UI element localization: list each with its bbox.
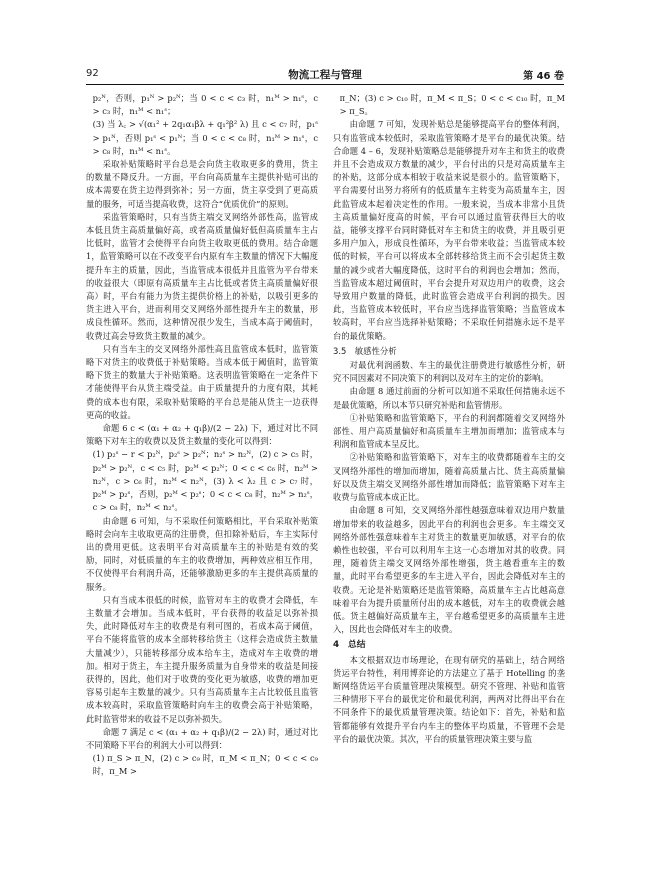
paragraph: 只有当车主的交叉网络外部性高且监管成本低时，监管策略下对货主的收费低于补贴策略。当成本低于阈值时，监管策略下货主的数量大于补贴策略。这表明监管策略在一定条件下才能使得平台从货主端受益。由于质量提升的力度有限，其耗费的成本也有限，采取补贴策略的平台总是能从货主一边获得更高的收益。 <box>86 343 318 420</box>
paragraph: 由命题 6 可知，与不采取任何策略相比，平台采取补贴策略时会向车主收取更高的注册费，但扣除补贴后，车主实际付出的费用更低。这表明平台对高质量车主的补贴是有效的奖励，同时，对低质量的车主的收费增加，两种效应相互作用，不仅使得平台利润升高，还能够激励更多的车主提供高质量的服务。 <box>86 515 318 592</box>
formula-line: (1) p₂ˢ − r < p₂ᴺ，p₂ˢ > p₂ᴺ；n₂ˢ > n₂ᴺ，(2) c > c₅ 时，p₂ᴹ > p₂ᴺ，c < c₅ 时，p₂ᴹ < p₂ᴺ；0 < c < c₆ 时，n₂ᴹ > n₂ᴺ，c > c₆ 时，n₂ᴹ < n₂ᴺ，(3) λ < λ₂ 且 c > c₇ 时，p₂ᴹ > p₂ˢ，否则，p₂ᴹ < p₂ˢ；0 < c < c₈ 时，n₂ᴹ > n₂ˢ，c > c₈ 时，n₂ᴹ < n₂ˢ。 <box>92 449 318 513</box>
paragraph: ②补贴策略和监管策略下，对车主的收费都随着车主的交叉网络外部性的增加而增加，随着高质量占比、货主高质量偏好以及货主端交叉网络外部性增加而降低；监管策略下对车主收费与监管成本成正比。 <box>333 452 565 503</box>
paragraph: 本文根据双边市场理论，在现有研究的基础上，结合网络货运平台特性，利用博弈论的方法建立了基于 Hotelling 的垄断网络货运平台质量管理决策模型。研究不管理、补贴和监管三种情形下平台的最优定价和最优利润，两两对比得出平台在不同条件下的最优质量管理决策。结论如下：首先，补贴和监管都能够有效提升平台内车主的整体平均质量，不管理不会是平台的最优决策。其次，平台的质量管理决策主要与监 <box>333 654 565 744</box>
journal-title: 物流工程与管理 <box>288 69 362 81</box>
formula-line: (3) 当 λ꜀ > √(α₁² + 2q₁α₁βλ + q₁²β² λ) 且 c < c₇ 时，p₁ˢ > p₁ᴺ，否则 p₁ˢ < p₁ᴺ；当 0 < c < c₈ 时，n₁ᴹ > n₁ˢ，c > c₈ 时，n₁ᴹ < n₁ˢ。 <box>92 119 318 156</box>
paragraph: ①补贴策略和监管策略下，平台的利润都随着交叉网络外部性、用户高质量偏好和高质量车主增加而增加；监管成本与利润和监管成本呈反比。 <box>333 412 565 450</box>
right-column <box>333 92 565 862</box>
paragraph: 由命题 8 可知，交叉网络外部性越强意味着双边用户数量增加带来的收益越多，因此平台的利润也会更多。车主端交叉网络外部性强意味着车主对货主的数量更加敏感，对平台的依赖性也较强，平台可以利用车主这一心态增加对其的收费。同理，随着货主端交叉网络外部性增强，货主越看重车主的数量，此时平台希望更多的车主进入平台，因此会降低对车主的收费。无论是补贴策略还是监管策略，高质量车主占比越高意味着平台为提升质量所付出的成本越低，对车主的收费就会越低。货主越偏好高质量车主，平台越希望更多的高质量车主进入，因此也会降低对车主的收费。 <box>333 505 565 635</box>
formula-line: (1) π_S > π_N，(2) c > c₉ 时，π_M < π_N；0 < c < c₉ 时，π_M > <box>92 753 318 777</box>
paragraph: 只有当成本很低的时候，监管对车主的收费才会降低，车主数量才会增加。当成本低时，平台获得的收益足以弥补损失，此时降低对车主的收费是有利可图的，若成本高于阈值，平台不能将监管的成本全部转移给货主（这样会造成货主数量大量减少），只能转移部分成本给车主，造成对车主收费的增加。相对于货主，车主提升服务质量为自身带来的收益是间接获得的，因此，他们对于收费的变化更为敏感，收费的增加更容易引起车主数量的减少。只有当高质量车主占比较低且监管成本较高时，采取监管策略时向车主的收费会高于补贴策略，此时监管带来的收益不足以弥补损失。 <box>86 594 318 724</box>
paragraph: 对最优利润函数、车主的最优注册费进行敏感性分析，研究不同因素对不同决策下的利润以及对车主的定价的影响。 <box>333 360 565 384</box>
paragraph: 采取补贴策略时平台总是会向货主收取更多的费用，货主的数量不降反升。一方面，平台向高质量车主提供补贴可出的成本需要在货主边得到弥补；另一方面，货主享受到了更高质量的服务，可适当提高收费，这符合“优质优价”的原则。 <box>86 159 318 209</box>
section-heading: 4 总结 <box>333 640 366 651</box>
formula-line: π_N；(3) c > c₁₀ 时，π_M < π_S；0 < c < c₁₀ 时，π_M > π_S。 <box>339 93 565 117</box>
paragraph: 命题 6 c < (α₁ + α₂ + q₁β)/(2 − 2λ) 下，通过对比不同策略下对车主的收费以及货主数量的变化可以得到： <box>86 423 318 447</box>
paragraph: 采监管策略时，只有当货主端交叉网络外部性高，监管成本低且货主高质量偏好高，或者高质量偏好低但高质量车主占比低时，监管才会使得平台向货主收取更低的费用。结合命题 1，监管策略可以在不改变平台内原有车主数量的情况下大幅度提升车主的质量，因此，当监管成本很低并且监管为平台带来的收益很大（即原有高质量车主占比低或者货主高质量偏好很高）时，平台有能力为货主提供价格上的补贴，以吸引更多的货主进入平台，进而利用交叉网络外部性提升车主的数量，形成良性循环。然而，这种情况很少发生，当成本高于阈值时，收费过高会导致货主数量的减少。 <box>86 211 318 341</box>
formula-line: p₂ᴺ，否则，p₁ᴺ > p₂ᴺ；当 0 < c < c₃ 时，n₁ᴹ > n₁ˢ，c > c₃ 时，n₁ᴹ < n₁ˢ； <box>92 93 318 117</box>
volume-label: 第 46 卷 <box>523 71 564 82</box>
paragraph: 命题 7 满足 c < (α₁ + α₂ + q₁β)/(2 − 2λ) 时，通过对比不同策略下平台的利润大小可以得到： <box>86 726 318 750</box>
paragraph: 由命题 8 通过前面的分析可以知道不采取任何措施永远不是最优策略，所以本节只研究补贴和监管情形。 <box>333 386 565 410</box>
subsection-heading: 3.5 敏感性分析 <box>333 345 397 356</box>
paragraph: 由命题 7 可知，发现补贴总是能够提高平台的整体利润，只有监管成本较低时，采取监管策略才是平台的最优决策。结合命题 4 – 6，发现补贴策略总是能够提升对车主和货主的收费并且不会造成双方数量的减少，平台付出的只是对高质量车主的补贴，这部分成本相较于收益来说是很小的。监管策略下，平台需要付出努力将所有的低质量车主转变为高质量车主，因此监管成本起着决定性的作用。一般来说，当成本非常小且货主高质量偏好度高的时候，平台可以通过监管获得巨大的收益，能够支撑平台同时降低对车主和货主的收费，并且吸引更多用户加入，形成良性循环，为平台带来收益；当监管成本较低的时候，平台可以将成本全部转移给货主而不会引起货主数量的减少或者大幅度降低，这时平台的利润也会增加；然而，当监管成本超过阈值时，平台会提升对双边用户的收费，这会导致用户数量的降低，此时监管会造成平台利润的损失。因此，当监管成本较低时，平台应当选择监管策略；当监管成本较高时，平台应当选择补贴策略；不采取任何措施永远不是平台的最优策略。 <box>333 119 565 341</box>
left-column <box>86 92 318 862</box>
page-header <box>86 66 564 85</box>
page-number: 92 <box>86 68 99 79</box>
